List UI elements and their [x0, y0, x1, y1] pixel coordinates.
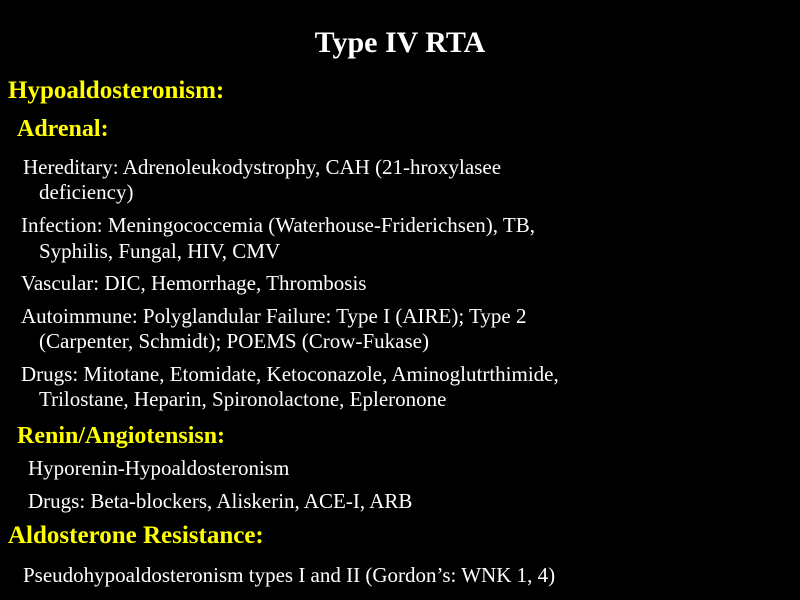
- adrenal-item-infection-continued: Syphilis, Fungal, HIV, CMV: [39, 239, 281, 263]
- slide-title: Type IV RTA: [314, 26, 486, 59]
- resistance-item-pseudohypoaldosteronism: Pseudohypoaldosteronism types I and II (Gordon’s: WNK 1, 4): [23, 563, 556, 587]
- renin-item-hyporenin: Hyporenin-Hypoaldosteronism: [28, 456, 290, 480]
- aldosterone-resistance-heading: Aldosterone Resistance:: [8, 522, 264, 549]
- renin-item-drugs: Drugs: Beta-blockers, Aliskerin, ACE-I, ARB: [28, 489, 413, 513]
- adrenal-item-hereditary: Hereditary: Adrenoleukodystrophy, CAH (21-hroxylasee: [23, 155, 502, 179]
- hypoaldosteronism-heading: Hypoaldosteronism:: [8, 77, 225, 104]
- adrenal-item-drugs-continued: Trilostane, Heparin, Spironolactone, Epleronone: [39, 387, 447, 411]
- adrenal-item-hereditary-continued: deficiency): [39, 180, 134, 204]
- adrenal-item-drugs: Drugs: Mitotane, Etomidate, Ketoconazole, Aminoglutrthimide,: [21, 362, 559, 386]
- adrenal-item-autoimmune-continued: (Carpenter, Schmidt); POEMS (Crow-Fukase): [39, 329, 429, 353]
- adrenal-heading: Adrenal:: [17, 116, 109, 142]
- renin-angiotensin-heading: Renin/Angiotensisn:: [17, 423, 226, 449]
- adrenal-item-infection: Infection: Meningococcemia (Waterhouse-Friderichsen), TB,: [21, 213, 535, 237]
- adrenal-item-autoimmune: Autoimmune: Polyglandular Failure: Type I (AIRE); Type 2: [21, 304, 527, 328]
- adrenal-item-vascular: Vascular: DIC, Hemorrhage, Thrombosis: [21, 271, 367, 295]
